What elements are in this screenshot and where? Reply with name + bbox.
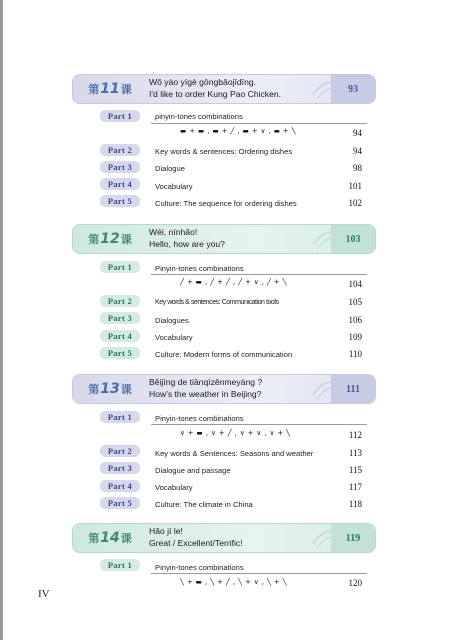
lesson-number: 第 12 课	[88, 231, 132, 247]
part-label: Part 1	[100, 411, 140, 423]
lesson-number: 第 13 课	[88, 381, 132, 397]
toc-entry-text[interactable]: Dialogues	[155, 316, 189, 325]
part-label: Part 1	[100, 559, 140, 571]
lesson-page-number: 119	[331, 524, 375, 552]
toc-entry-text[interactable]: Pinyin-tones combinations	[155, 414, 244, 423]
toc-entry-text[interactable]: Key words & sentences: Communication tools	[155, 299, 279, 306]
toc-page-number: 117	[348, 482, 362, 492]
tone-combination-symbols: ╱ + ▬ , ╱ + ╱ , ╱ + ∨ , ╱ + ╲	[180, 278, 288, 286]
lesson-title: Wǒ yào yígè gōngbǎojīdīng. I'd like to order Kung Pao Chicken.	[149, 77, 282, 99]
toc-entry-text[interactable]: Culture: The sequence for ordering dishes	[155, 199, 297, 208]
toc-page-number: 105	[348, 297, 362, 307]
lesson-14-header[interactable]	[72, 523, 376, 553]
divider	[151, 573, 367, 574]
toc-entry-text[interactable]: Vocabulary	[155, 333, 193, 342]
folio-page-number: IV	[38, 588, 50, 600]
toc-entry-text[interactable]: Pinyin-tones combinations	[155, 563, 244, 572]
lesson-title: Hǎo jí le! Great / Excellent/Terrific!	[149, 526, 243, 548]
part-label: Part 5	[100, 347, 140, 359]
part-label: Part 4	[100, 330, 140, 342]
tone-combination-symbols: ╲ + ▬ , ╲ + ╱ , ╲ + ∨ , ╲ + ╲	[180, 578, 288, 586]
tone-combination-symbols: ∨ + ▬ , ∨ + ╱ , ∨ + ∨ , ∨ + ╲	[180, 429, 291, 437]
lesson-number: 第 14 课	[88, 530, 132, 546]
toc-entry-text[interactable]: Key words & sentences: Ordering dishes	[155, 147, 293, 156]
toc-page-number: 110	[348, 349, 362, 359]
part-label: Part 4	[100, 178, 140, 190]
part-label: Part 2	[100, 445, 140, 457]
toc-page-number: 118	[348, 499, 362, 509]
part-label: Part 4	[100, 480, 140, 492]
part-label: Part 3	[100, 312, 140, 324]
part-label: Part 5	[100, 195, 140, 207]
toc-page-number: 98	[353, 163, 362, 173]
lesson-page-number: 103	[331, 225, 375, 253]
toc-entry-text[interactable]: Dialogue and passage	[155, 466, 231, 475]
divider	[151, 274, 367, 275]
toc-entry-text[interactable]: pinyin-tones combinations	[155, 112, 243, 121]
lesson-12-header[interactable]	[72, 224, 376, 254]
toc-entry-text[interactable]: Dialogue	[155, 164, 185, 173]
toc-page-number: 94	[353, 128, 362, 138]
toc-entry-text[interactable]: Vocabulary	[155, 182, 193, 191]
toc-page-number: 104	[348, 279, 362, 289]
toc-page-number: 101	[348, 181, 362, 191]
toc-page-number: 113	[348, 448, 362, 458]
lesson-page-number: 111	[331, 375, 375, 403]
toc-page-number: 109	[348, 332, 362, 342]
toc-entry-text[interactable]: Pinyin-tones combinations	[155, 264, 244, 273]
lesson-number: 第 11 课	[88, 81, 132, 97]
toc-entry-text[interactable]: Culture: Modern forms of communication	[155, 350, 293, 359]
lesson-title: Wéi, nínhǎo! Hello, how are you?	[149, 227, 225, 249]
divider	[151, 123, 367, 124]
toc-entry-text[interactable]: Culture: The climate in China	[155, 500, 253, 509]
toc-entry-text[interactable]: Vocabulary	[155, 483, 193, 492]
toc-page-number: 112	[348, 430, 362, 440]
lesson-11-header[interactable]	[72, 74, 376, 104]
toc-entry-text[interactable]: Key words & Sentences: Seasons and weather	[155, 449, 314, 458]
part-label: Part 2	[100, 144, 140, 156]
part-label: Part 2	[100, 295, 140, 307]
lesson-title: Běijīng de tiānqìzěnmeyàng ? How's the weather in Beijing?	[149, 377, 263, 399]
part-label: Part 3	[100, 462, 140, 474]
toc-page-number: 120	[348, 578, 362, 588]
tone-combination-symbols: ▬ + ▬ , ▬ + ╱ , ▬ + ∨ , ▬ + ╲	[180, 127, 297, 135]
part-label: Part 1	[100, 110, 140, 122]
toc-page-number: 115	[348, 465, 362, 475]
part-label: Part 3	[100, 161, 140, 173]
toc-page-number: 106	[348, 315, 362, 325]
lesson-13-header[interactable]	[72, 374, 376, 404]
page-edge	[0, 0, 3, 640]
part-label: Part 1	[100, 261, 140, 273]
toc-page-number: 102	[348, 198, 362, 208]
toc-page-number: 94	[353, 146, 362, 156]
lesson-page-number: 93	[331, 75, 375, 103]
part-label: Part 5	[100, 497, 140, 509]
divider	[151, 424, 367, 425]
